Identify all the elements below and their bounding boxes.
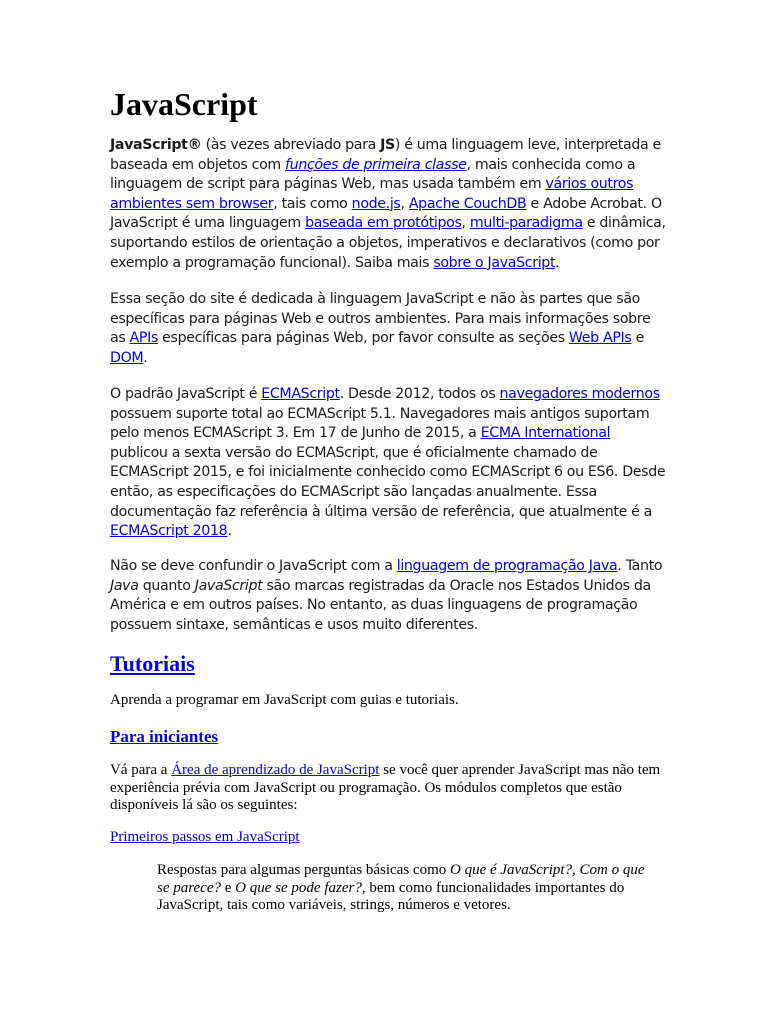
link-first-steps[interactable]: Primeiros passos em JavaScript xyxy=(110,829,300,845)
link-about-javascript[interactable]: sobre o JavaScript xyxy=(433,254,556,271)
term-js-abbr: JS xyxy=(380,137,395,153)
beginners-heading xyxy=(110,726,218,748)
link-learning-area[interactable]: Área de aprendizado de JavaScript xyxy=(171,762,380,778)
first-steps-description: Respostas para algumas perguntas básicas como O que é JavaScript?, Com o que se parece? e O que se pode fazer?, bem como funcionalidades importantes do JavaScript, tais como variáveis, strings, números e vetores. xyxy=(157,862,645,914)
link-ecmascript-2018[interactable]: ECMAScript 2018 xyxy=(110,523,228,540)
term-javascript: JavaScript® xyxy=(110,137,202,153)
link-tutorials[interactable]: Tutoriais xyxy=(110,651,195,676)
link-apache-couchdb[interactable]: Apache CouchDB xyxy=(408,195,527,212)
link-dom[interactable]: DOM xyxy=(110,349,144,366)
java-paragraph: Não se deve confundir o JavaScript com a linguagem de programação Java. Tanto Java quanto JavaScript são marcas registradas da Oracle nos Estados Unidos da América e em outros países. No entanto, as duas linguagens de programação possuem sintaxe, semânticas e usos muito diferentes. xyxy=(110,558,663,633)
standard-paragraph: O padrão JavaScript é ECMAScript. Desde 2012, todos os navegadores modernos possuem suporte total ao ECMAScript 5.1. Navegadores mais antigos suportam pelo menos ECMAScript 3. Em 17 de Junho de 2015, a ECMA International publicou a sexta versão do ECMAScript, que é oficialmente chamado de ECMAScript 2015, e foi inicialmente conhecido como ECMAScript 6 ou ES6. Desde então, as especificações do ECMAScript são lançadas anualmente. Essa documentação faz referência à última versão de referência, que atualmente é a ECMAScript 2018. xyxy=(110,386,666,540)
link-apis[interactable]: APIs xyxy=(129,330,158,347)
intro-paragraph: JavaScript® (às vezes abreviado para JS) é uma linguagem leve, interpretada e baseada em objetos com funções de primeira classe, mais conhecida como a linguagem de script para páginas Web, mas usada também em vários outros ambientes sem browser, tais como node.js, Apache CouchDB e Adobe Acrobat. O JavaScript é uma linguagem baseada em protótipos, multi-paradigma e dinâmica, suportando estilos de orientação a objetos, imperativos e declarativos (como por exemplo a programação funcional). Saiba mais sobre o JavaScript. xyxy=(110,137,666,271)
page-title: JavaScript xyxy=(110,86,258,122)
tutorials-heading xyxy=(110,650,195,678)
first-steps-term xyxy=(110,829,666,847)
link-multi-paradigm[interactable]: multi-paradigma xyxy=(469,215,583,232)
link-prototype-based[interactable]: baseada em protótipos xyxy=(305,215,462,232)
link-nodejs[interactable]: node.js xyxy=(351,195,401,212)
link-first-class-functions[interactable]: funções de primeira classe xyxy=(285,156,467,173)
tutorials-intro: Aprenda a programar em JavaScript com guias e tutoriais. xyxy=(110,692,459,708)
term-javascript-italic: JavaScript xyxy=(194,577,263,594)
beginners-paragraph: Vá para a Área de aprendizado de JavaScript se você quer aprender JavaScript mas não tem experiência prévia com JavaScript ou programação. Os módulos completos que estão disponíveis lá são os seguintes: xyxy=(110,762,661,814)
link-java-language[interactable]: linguagem de programação Java xyxy=(396,558,618,574)
link-ecmascript[interactable]: ECMAScript xyxy=(261,386,340,402)
link-beginners[interactable]: Para iniciantes xyxy=(110,727,219,746)
link-web-apis[interactable]: Web APIs xyxy=(568,330,632,347)
link-modern-browsers[interactable]: navegadores modernos xyxy=(499,386,660,402)
scope-paragraph: Essa seção do site é dedicada à linguagem JavaScript e não às partes que são específicas para páginas Web e outros ambientes. Para mais informações sobre as APIs específicas para páginas Web, por favor consulte as seções Web APIs e DOM. xyxy=(110,291,651,366)
link-ecma-international[interactable]: ECMA International xyxy=(480,425,611,442)
term-java: Java xyxy=(110,577,139,594)
link-other-environments[interactable]: vários outros ambientes sem browser xyxy=(110,176,634,212)
